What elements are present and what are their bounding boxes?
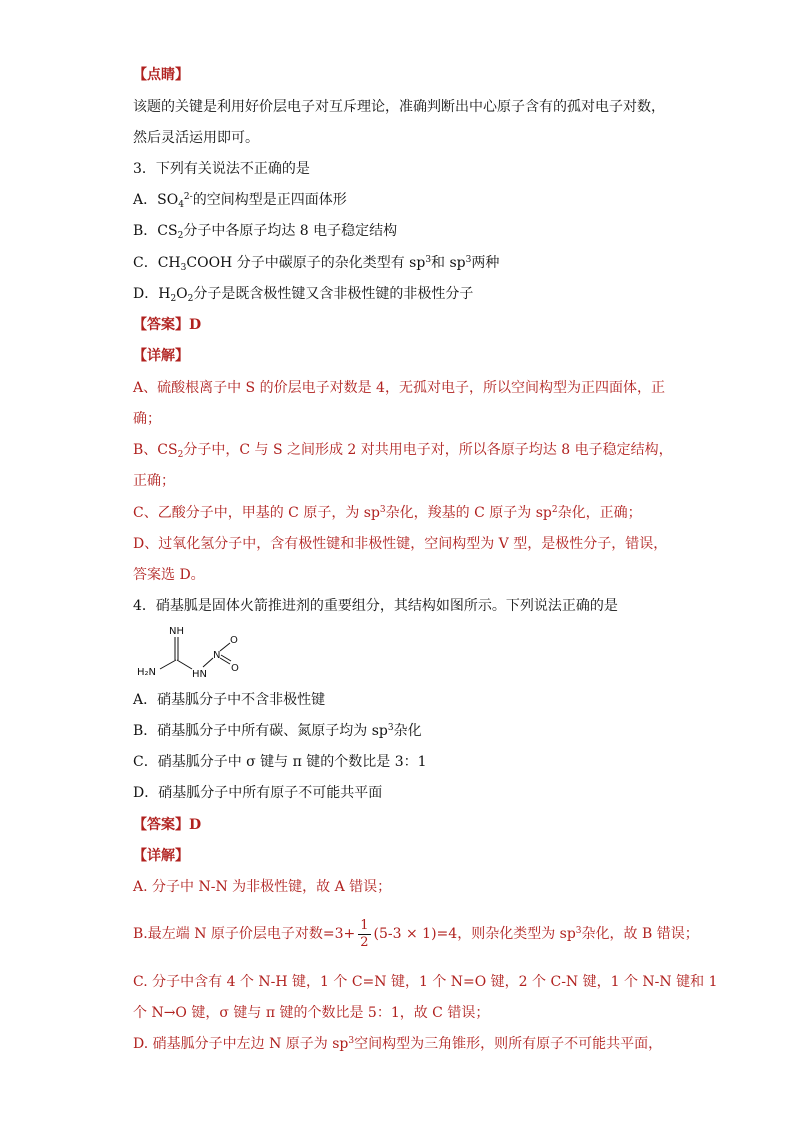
q3-explain-a-line1: A、硫酸根离子中 S 的价层电子对数是 4，无孤对电子，所以空间构型为正四面体，正	[133, 380, 665, 396]
label-o-top: O	[230, 635, 238, 646]
q3-explain-c: C、乙酸分子中，甲基的 C 原子，为 $sp^3$杂化，羧基的 C 原子为 $sp^2$杂化，正确；	[133, 505, 642, 521]
label-hn: HN	[192, 669, 207, 680]
q3-explain-b-line2: 正确；	[133, 473, 175, 489]
q3-option-c: C．$CH_3COOH$ 分子中碳原子的杂化类型有 $sp^3$和 $sp^3$两种	[133, 255, 500, 273]
q3-answer: 【答案】D	[133, 317, 202, 333]
label-o-bottom: O	[231, 663, 239, 674]
q4-explain-b: B.最左端 N 原子价层电子对数=3+ $\frac{1}{2}$ (5-3 × 1)=4，则杂化类型为 $sp^3$杂化，故 B 错误；	[133, 917, 699, 950]
q3-explain-d-line2: 答案选 D。	[133, 567, 205, 583]
q3-explain-d-line1: D、过氧化氢分子中，含有极性键和非极性键，空间构型为 V 型，是极性分子，错误，	[133, 536, 668, 552]
dianjing-heading: 【点睛】	[133, 67, 189, 83]
q4-explain-a: A. 分子中 N-N 为非极性键，故 A 错误；	[133, 879, 392, 895]
label-h2n: H₂N	[137, 667, 157, 678]
nitroguanidine-structure	[135, 622, 255, 684]
bond-n-o-top	[220, 643, 230, 651]
q3-explain-b-line1: B、$CS_2$分子中，C 与 S 之间形成 2 对共用电子对，所以各原子均达 8 电子稳定结构，	[133, 442, 673, 460]
q4-option-d: D．硝基胍分子中所有原子不可能共平面	[133, 785, 383, 801]
q4-stem: 4．硝基胍是固体火箭推进剂的重要组分，其结构如图所示。下列说法正确的是	[133, 598, 618, 614]
q4-option-a: A．硝基胍分子中不含非极性键	[133, 692, 326, 708]
q4-option-b: B．硝基胍分子中所有碳、氮原子均为 $sp^3$杂化	[133, 723, 422, 739]
q3-option-d: D．$H_2O_2$分子是既含极性键又含非极性键的非极性分子	[133, 286, 474, 304]
q3-option-a: A．$SO_4^{2-}$的空间构型是正四面体形	[133, 192, 347, 210]
q3-detail-heading: 【详解】	[133, 348, 189, 364]
q4-explain-d: D. 硝基胍分子中左边 N 原子为 $sp^3$空间构型为三角锥形，则所有原子不可能共平面，	[133, 1036, 663, 1052]
bond-c-h2n	[160, 660, 176, 669]
bond-hn-n	[203, 658, 213, 667]
fraction-one-half: $\frac{1}{2}$	[360, 917, 369, 950]
q4-explain-c-line1: C. 分子中含有 4 个 N-H 键，1 个 C=N 键，1 个 N=O 键，2 个 C-N 键，1 个 N-N 键和 1	[133, 974, 718, 990]
q3-explain-a-line2: 确；	[133, 411, 161, 427]
q4-explain-c-line2: 个 N→O 键，σ 键与 π 键的个数比是 5：1，故 C 错误；	[133, 1005, 490, 1021]
bond-c-hn	[177, 660, 192, 669]
label-nh: NH	[169, 626, 184, 637]
q4-option-c: C．硝基胍分子中 σ 键与 π 键的个数比是 3：1	[133, 754, 427, 770]
bond-n-o-bottom-1	[220, 658, 230, 664]
bond-n-o-bottom-2	[221, 655, 231, 661]
label-n: N	[213, 650, 221, 661]
dianjing-text-line2: 然后灵活运用即可。	[133, 130, 259, 146]
q3-option-b: B．$CS_2$分子中各原子均达 8 电子稳定结构	[133, 223, 398, 241]
q4-answer: 【答案】D	[133, 817, 202, 833]
dianjing-text-line1: 该题的关键是利用好价层电子对互斥理论，准确判断出中心原子含有的孤对电子对数，	[133, 99, 665, 115]
q4-detail-heading: 【详解】	[133, 848, 189, 864]
q3-stem: 3．下列有关说法不正确的是	[133, 161, 310, 177]
